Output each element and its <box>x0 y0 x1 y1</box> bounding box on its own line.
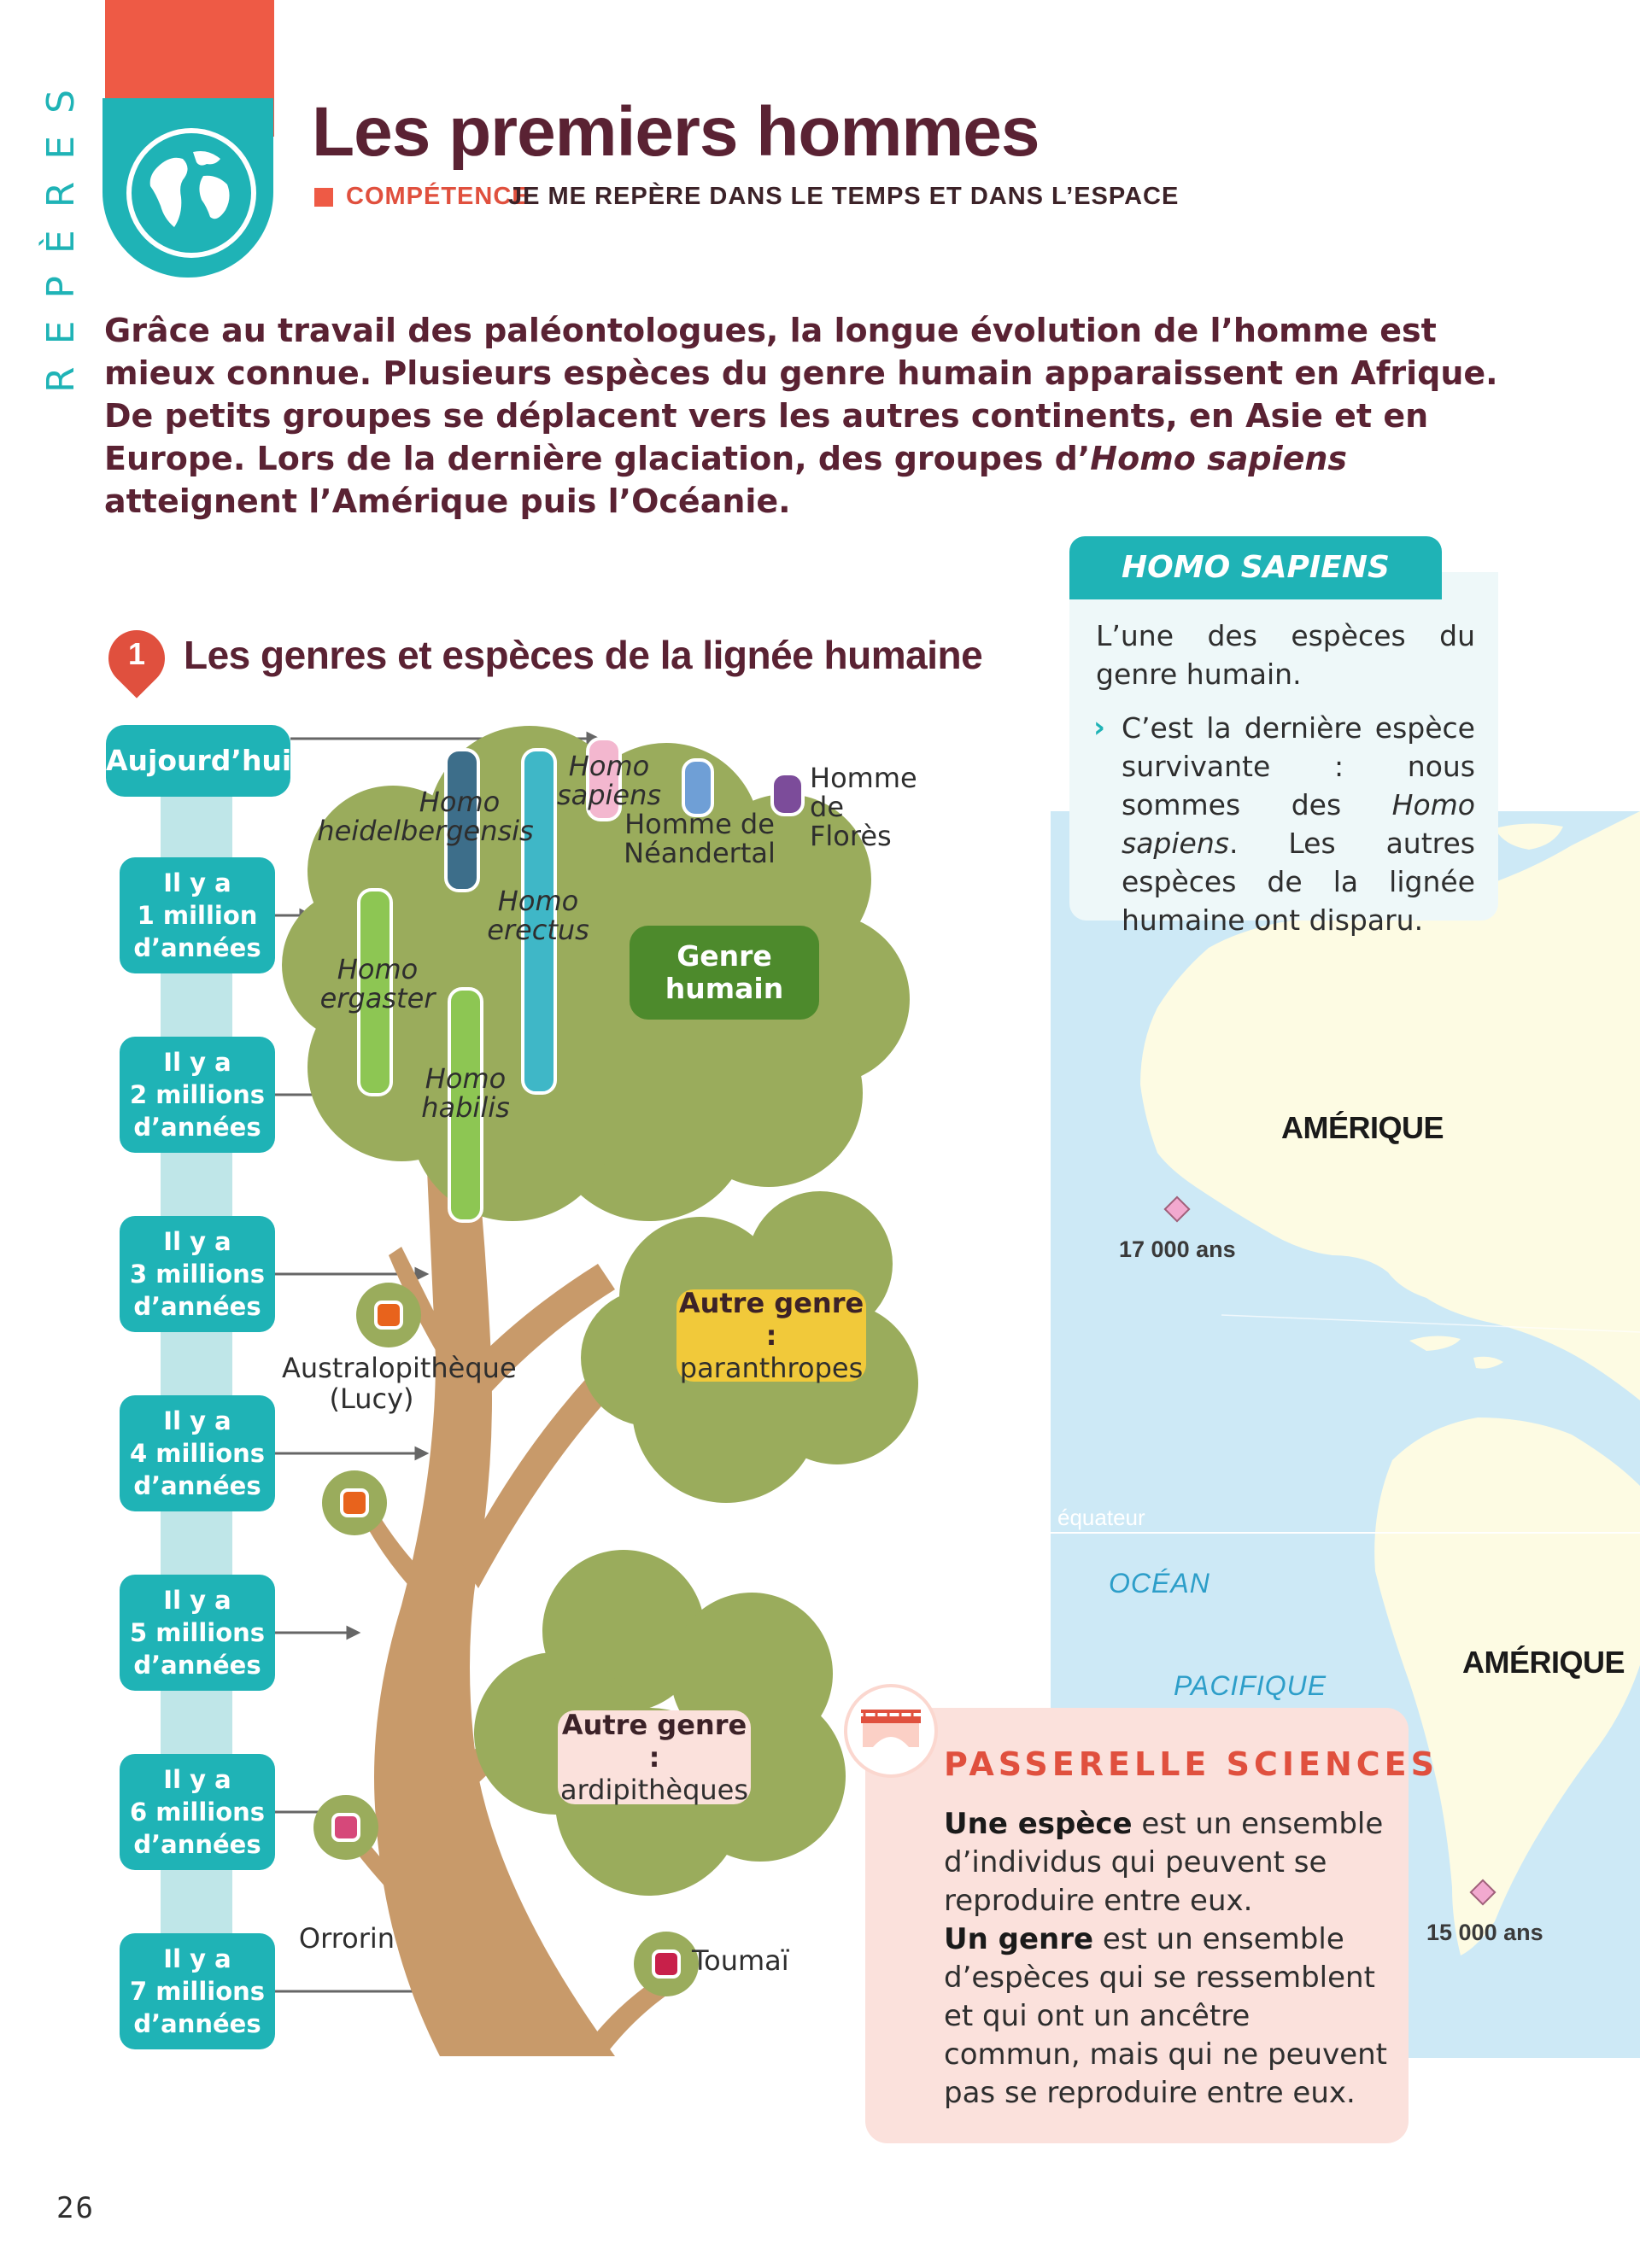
sapiens-l2: sapiens <box>556 779 662 811</box>
passerelle-text <box>944 1805 1388 2113</box>
passerelle-title: PASSERELLE SCIENCES <box>944 1745 1438 1783</box>
map-label-pacific: PACIFIQUE <box>1174 1670 1327 1701</box>
flores-l1: Homme <box>810 762 917 794</box>
timeline-item-l3: d’années <box>133 1113 261 1142</box>
intro-text-2: atteignent l’Amérique puis l’Océanie. <box>104 482 791 520</box>
map-label-south-america: AMÉRIQUE <box>1462 1645 1625 1680</box>
ardipitheques-name: ardipithèques <box>559 1774 749 1806</box>
homo-sapiens-detail <box>1122 709 1475 939</box>
genre-humain-box <box>630 926 819 1020</box>
timeline-item-l2: 3 millions <box>129 1260 266 1289</box>
competence-marker <box>314 188 333 207</box>
map-label-equator: équateur <box>1057 1505 1145 1530</box>
section-title: Les genres et espèces de la lignée humaine <box>184 633 983 677</box>
timeline-item-l2: 6 millions <box>129 1797 266 1827</box>
map-label-north-america: AMÉRIQUE <box>1281 1110 1444 1145</box>
timeline-item-l3: d’années <box>133 2009 261 2038</box>
hs-detail-text-2: . Les autres espèces de la lignée humaine ont disparu. <box>1122 827 1475 937</box>
australopitheque-l1: Australopithèque <box>282 1352 517 1384</box>
timeline-item-l1: Il y a <box>163 1048 231 1077</box>
label-ergaster <box>318 955 437 1013</box>
label-sapiens <box>554 751 665 810</box>
map-date-south: 15 000 ans <box>1426 1920 1543 1945</box>
ergaster-l2: ergaster <box>319 982 436 1014</box>
timeline-item-l1: Il y a <box>163 1586 231 1615</box>
label-flores <box>810 763 929 850</box>
side-word-reperes: REPÈRES <box>39 67 83 393</box>
page-title: Les premiers hommes <box>312 93 1040 171</box>
label-erectus <box>483 886 594 944</box>
bridge-icon <box>844 1684 938 1778</box>
intro-paragraph <box>104 309 1514 523</box>
globe-icon <box>126 128 256 258</box>
erectus-l2: erectus <box>487 914 589 946</box>
chevron-right-icon: › <box>1093 710 1106 745</box>
label-australopitheque <box>282 1352 517 1415</box>
flores-l2: de Florès <box>810 791 892 852</box>
timeline-item-l2: 1 million <box>137 901 258 930</box>
intro-text-1: Grâce au travail des paléontologues, la longue évolution de l’homme est mieux connue. Plusieurs espèces du genre humain apparaissent en Afrique. De petits groupes se déplacent vers les autres continents, en Asie et en Europe. Lors de la dernière glaciation, des groupes d’ <box>104 312 1498 477</box>
timeline-item-l2: 2 millions <box>129 1080 266 1109</box>
timeline-item-l2: 7 millions <box>129 1977 266 2006</box>
ergaster-l1: Homo <box>337 953 419 985</box>
homo-sapiens-tab: HOMO SAPIENS <box>1069 536 1442 599</box>
label-neandertal <box>618 810 781 868</box>
sapiens-l1: Homo <box>568 750 650 782</box>
neandertal-l1: Homme de <box>624 808 775 840</box>
label-orrorin: Orrorin <box>298 1922 395 1955</box>
erectus-l1: Homo <box>497 885 579 917</box>
homo-sapiens-definition: L’une des espèces du genre humain. <box>1096 619 1475 691</box>
timeline-item-l1: Il y a <box>163 1765 231 1794</box>
map-label-ocean: OCÉAN <box>1109 1568 1210 1599</box>
timeline-item-l3: d’années <box>133 933 261 962</box>
heidelbergensis-l2: heidelbergensis <box>317 815 534 847</box>
timeline-item-l2: 4 millions <box>129 1439 266 1468</box>
paranthropes-label: Autre genre : <box>678 1287 864 1352</box>
neandertal-l2: Néandertal <box>624 837 776 869</box>
passerelle-term-espece: Une espèce <box>944 1807 1133 1841</box>
timeline-item-l3: d’années <box>133 1292 261 1321</box>
ardipitheques-label: Autre genre : <box>561 1709 747 1774</box>
timeline-today: Aujourd’hui <box>106 725 290 797</box>
label-toumai: Toumaï <box>692 1944 789 1977</box>
passerelle-def-genre: est un ensemble d’espèces qui se ressemblent et qui ont un ancêtre commun, mais qui ne peuvent pas se reproduire entre eux. <box>944 1922 1387 2110</box>
ardipitheques-box <box>558 1710 751 1804</box>
timeline-item-l1: Il y a <box>163 1227 231 1256</box>
intro-italic: Homo sapiens <box>1090 440 1348 477</box>
hs-detail-text-1: C’est la dernière espèce survivante : nous sommes des <box>1122 711 1475 821</box>
timeline-item-l3: d’années <box>133 1471 261 1500</box>
paranthropes-box <box>676 1289 866 1382</box>
genre-humain-l2: humain <box>665 972 784 1005</box>
timeline-item-l1: Il y a <box>163 1944 231 1973</box>
genre-humain-l1: Genre <box>676 939 772 973</box>
timeline-item-l2: 5 millions <box>129 1618 266 1647</box>
map-date-north: 17 000 ans <box>1119 1236 1236 1262</box>
heidelbergensis-l1: Homo <box>419 786 501 818</box>
label-habilis <box>410 1064 521 1122</box>
timeline-item-l1: Il y a <box>163 868 231 897</box>
timeline-item-l3: d’années <box>133 1651 261 1680</box>
passerelle-term-genre: Un genre <box>944 1922 1094 1956</box>
timeline-item-l1: Il y a <box>163 1406 231 1435</box>
hs-detail-italic: Homo sapiens <box>1122 788 1475 860</box>
section-number: 1 <box>127 636 146 671</box>
paranthropes-name: paranthropes <box>679 1352 864 1384</box>
passerelle-def-espece: est un ensemble d’individus qui peuvent se reproduire entre eux. <box>944 1807 1384 1918</box>
label-heidelbergensis <box>306 787 545 845</box>
habilis-l1: Homo <box>425 1062 507 1095</box>
page-number: 26 <box>56 2191 95 2225</box>
timeline-item-l3: d’années <box>133 1830 261 1859</box>
australopitheque-l2: (Lucy) <box>329 1382 414 1415</box>
habilis-l2: habilis <box>421 1091 510 1124</box>
competence-label: COMPÉTENCE <box>346 183 530 210</box>
competence-text: JE ME REPÈRE DANS LE TEMPS ET DANS L’ESPACE <box>508 183 1180 210</box>
